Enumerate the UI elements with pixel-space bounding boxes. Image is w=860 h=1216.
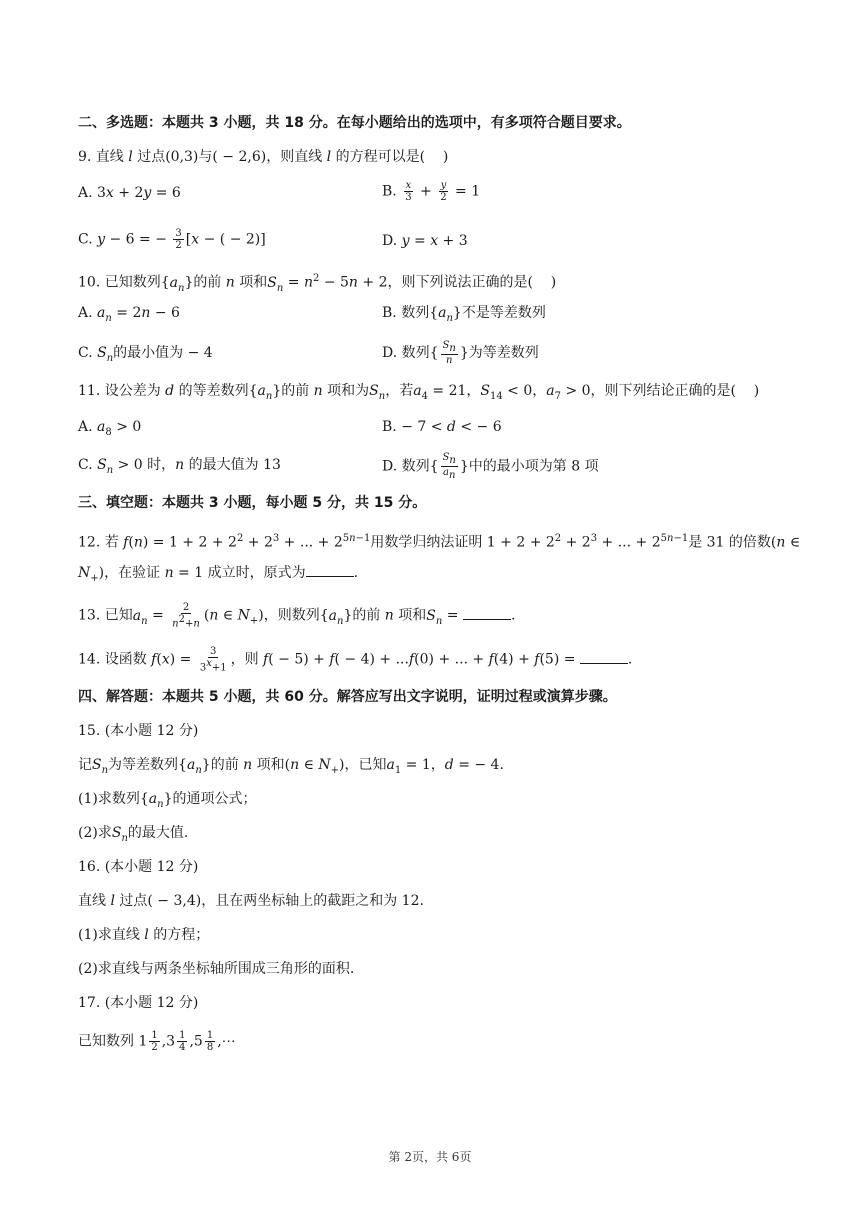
question-9-option-a: A. 3x + 2y = 6 xyxy=(78,185,181,201)
question-9-stem: 9. 直线 l 过点(0,3)与( − 2,6)，则直线 l 的方程可以是( ) xyxy=(78,149,449,165)
question-15-part-1: (1)求数列$\{a_n\}$的通项公式； xyxy=(78,791,257,810)
question-16-part-1: (1)求直线 l 的方程； xyxy=(78,927,210,943)
question-11-option-a: A. $a_8 > 0$ xyxy=(78,419,142,438)
section-heading-multiple-choice: 二、多选题：本题共 3 小题，共 18 分。在每小题给出的选项中，有多项符合题目要求。 xyxy=(78,115,631,131)
question-16-body: 直线 l 过点( − 3,4)，且在两坐标轴上的截距之和为 12. xyxy=(78,893,424,909)
question-11-option-b: B. − 7 < d < − 6 xyxy=(382,419,502,435)
question-12-line-2: $N_+$)，在验证 n = 1 成立时，原式为 . xyxy=(78,562,358,590)
question-11-stem: 11. 设公差为 d 的等差数列$\{a_n\}$的前 n 项和为$S_n$，若$a_4 = 21$，$S_{14} < 0$，$a_7 > 0$，则下列结论正确的是( ) xyxy=(78,383,760,402)
question-17-header: 17. (本小题 12 分) xyxy=(78,995,199,1011)
question-15-body: 记$S_n$为等差数列$\{a_n\}$的前 n 项和(n ∈ $N_+$)，已知$a_1 = 1$，d = − 4. xyxy=(78,757,504,776)
question-10-stem: 10. 已知数列$\{a_n\}$的前 n 项和$S_n = n^2 - 5n + 2$，则下列说法正确的是( ) xyxy=(78,273,557,294)
question-9-option-b: B. $\frac{x}{3}$ + $\frac{y}{2}$ = 1 xyxy=(382,180,481,203)
question-12-line-1: 12. 若 $f(n) = 1 + 2 + 2^2 + 2^3$ + ... + $2^{5n-1}$用数学归纳法证明 $1 + 2 + 2^2 + 2^3$ + ... + $2^{5n-1}$是 31 的倍数(n ∈ xyxy=(78,533,801,551)
section-heading-fill-in: 三、填空题：本题共 3 小题，每小题 5 分，共 15 分。 xyxy=(78,495,427,511)
question-10-option-b: B. 数列$\{a_n\}$不是等差数列 xyxy=(382,305,546,324)
question-16-header: 16. (本小题 12 分) xyxy=(78,859,199,875)
question-10-option-d: D. 数列{ $\frac{S_n}{n}$ }为等差数列 xyxy=(382,340,539,366)
answer-blank xyxy=(306,562,354,577)
question-10-option-c: C. $S_n$的最小值为 − 4 xyxy=(78,345,213,364)
question-13: 13. 已知$a_n$ = $\frac{2}{n^2+n}$ (n ∈ $N_+$)，则数列$\{a_n\}$的前 n 项和$S_n$ = . xyxy=(78,602,516,630)
question-17-body: 已知数列 1 $\frac{1}{2}$ ,3 $\frac{1}{4}$ ,5 $\frac{1}{8}$ ,⋯ xyxy=(78,1030,236,1053)
question-11-option-d: D. 数列{ $\frac{S_n}{a_n}$ }中的最小项为第 8 项 xyxy=(382,452,599,481)
question-16-part-2: (2)求直线与两条坐标轴所围成三角形的面积. xyxy=(78,961,355,977)
question-11-option-c: C. $S_n > 0$ 时，n 的最大值为 13 xyxy=(78,457,281,476)
question-9-option-c: C. y − 6 = − $\frac{3}{2}$ [x − ( − 2)] xyxy=(78,228,266,251)
section-heading-free-response: 四、解答题：本题共 5 小题，共 60 分。解答应写出文字说明，证明过程或演算步骤。 xyxy=(78,689,617,705)
page-footer: 第 2页，共 6页 xyxy=(388,1150,472,1164)
question-15-part-2: (2)求$S_n$的最大值. xyxy=(78,825,189,844)
question-9-option-d: D. y = x + 3 xyxy=(382,233,468,249)
question-15-header: 15. (本小题 12 分) xyxy=(78,723,199,739)
question-14: 14. 设函数 f(x) = $\frac{3}{3^x+1}$ ，则 f( − 5) + f( − 4) + ...f(0) + ... + f(4) + f(5) = . xyxy=(78,646,633,674)
answer-blank xyxy=(463,605,511,620)
answer-blank xyxy=(580,649,628,664)
question-10-option-a: A. $a_n = 2n - 6$ xyxy=(78,305,180,324)
